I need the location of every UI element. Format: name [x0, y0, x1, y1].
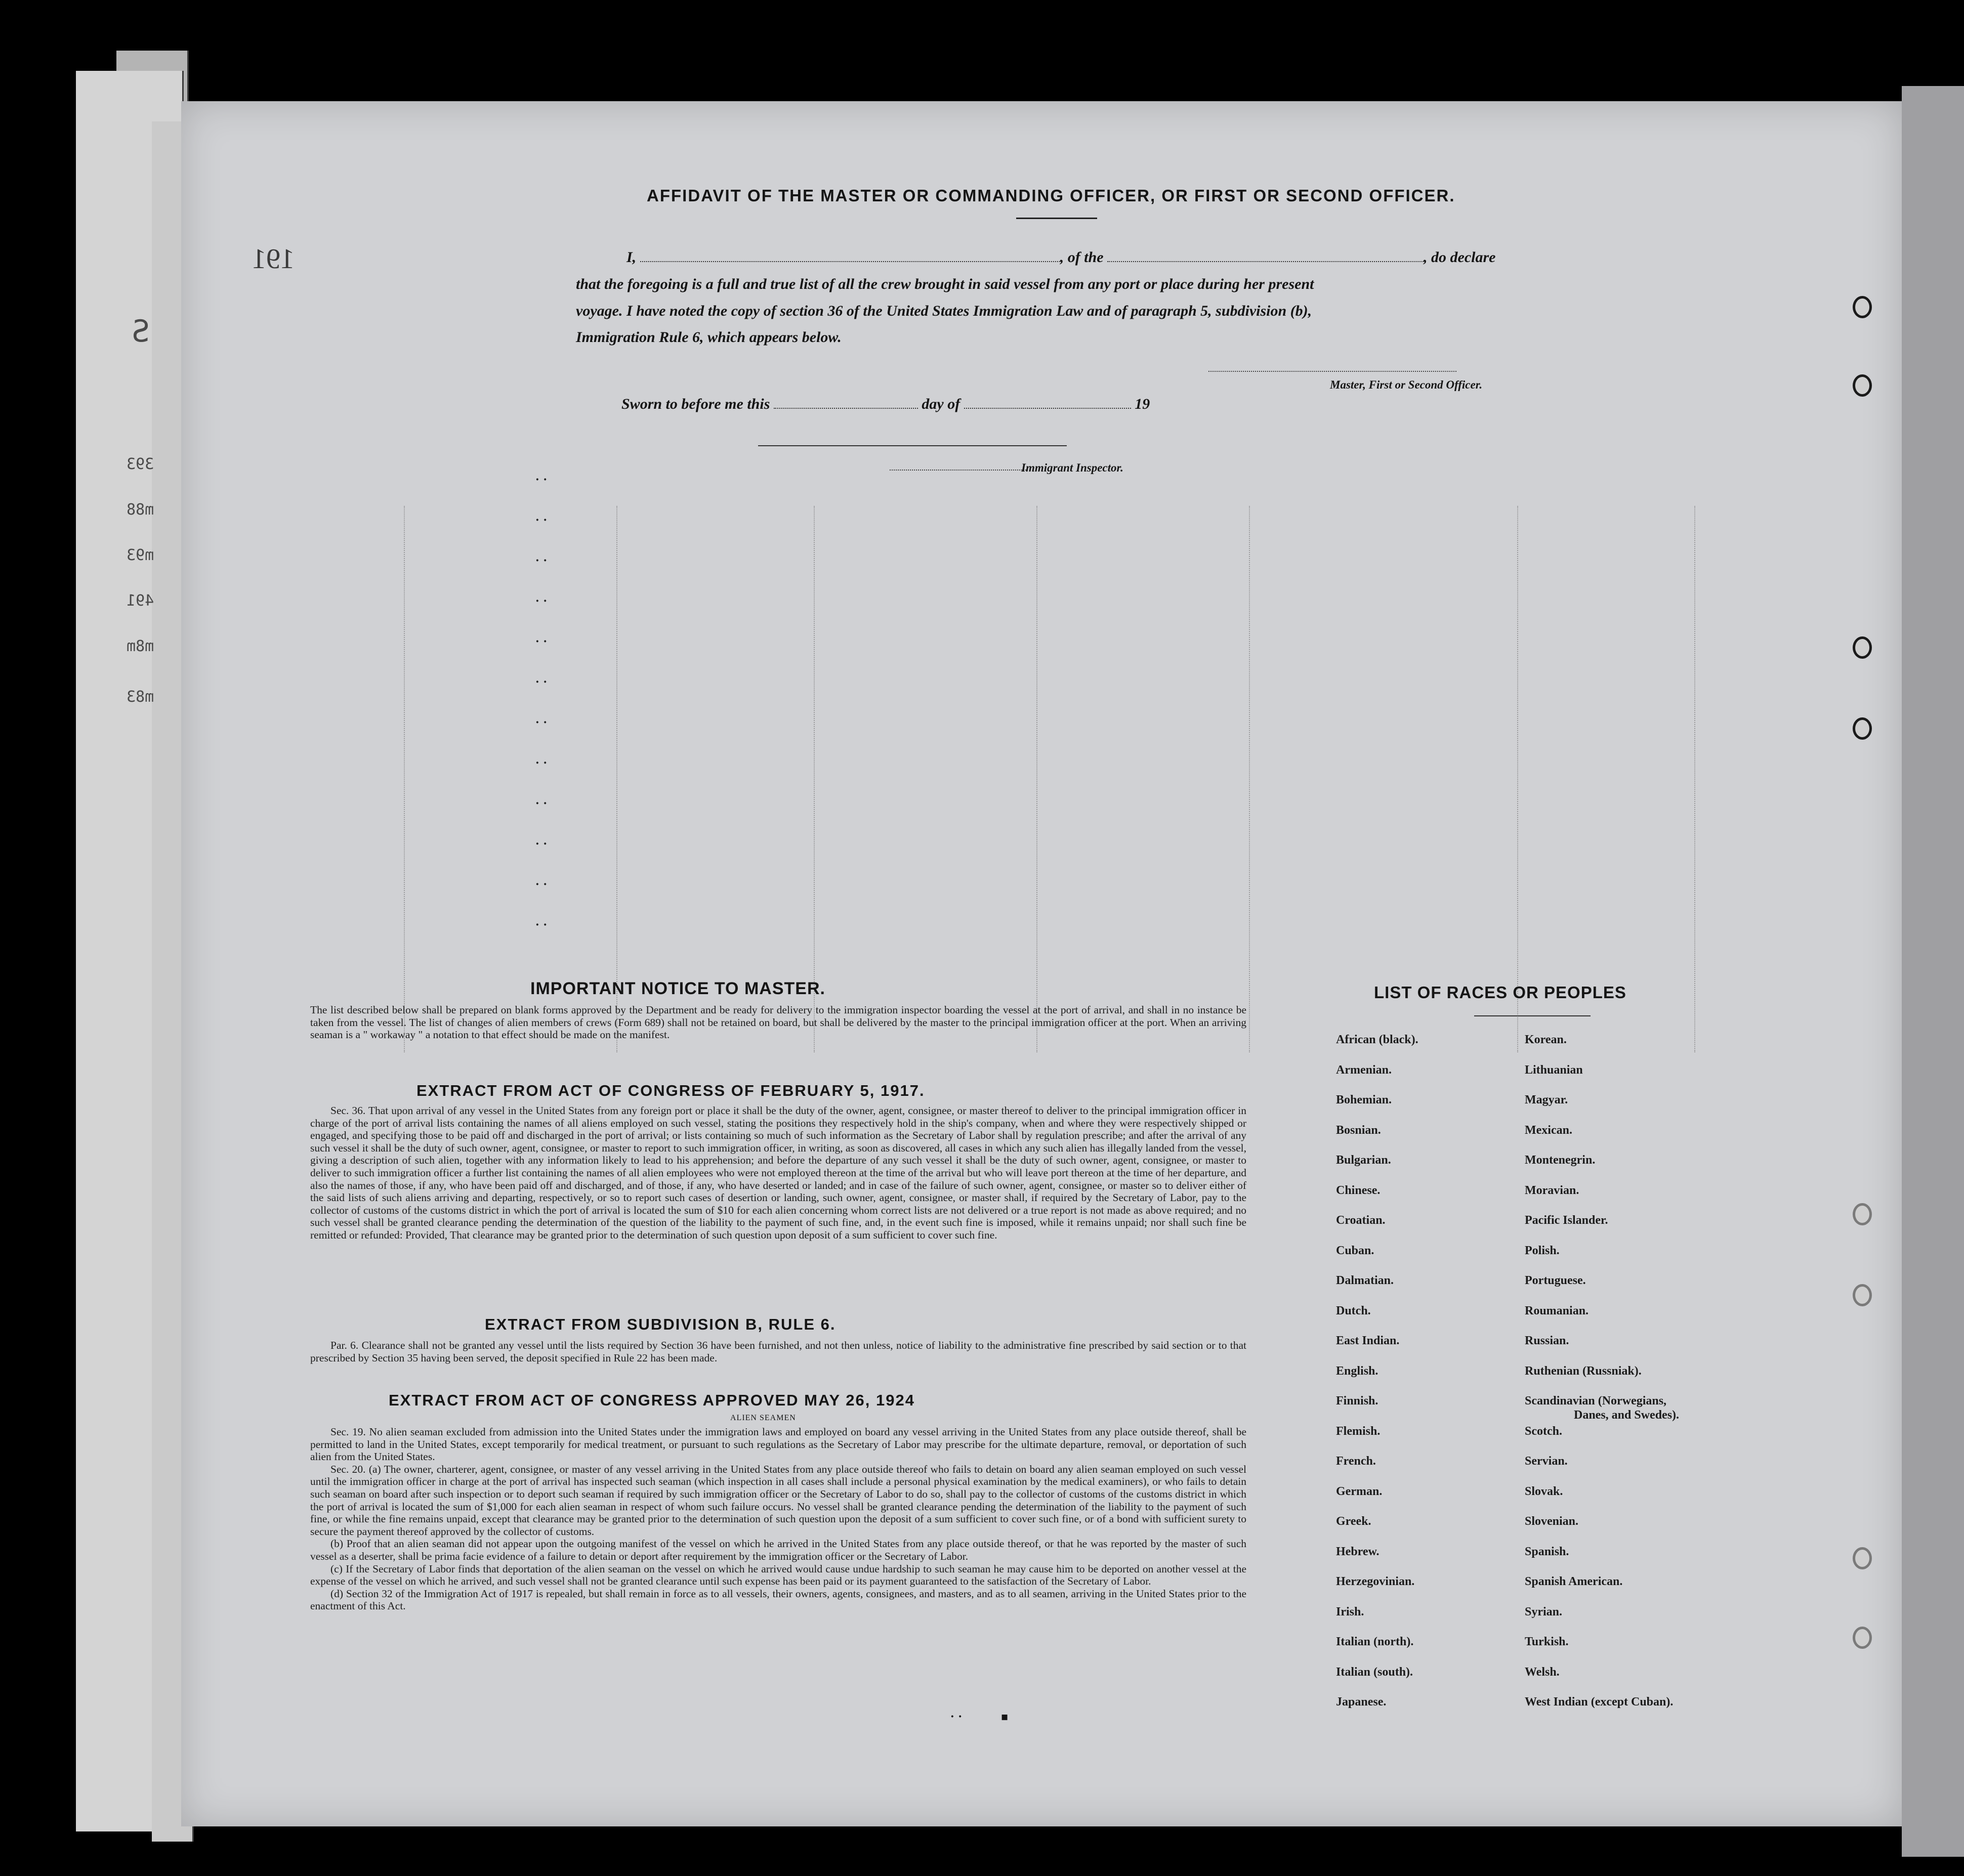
race-item: Magyar. [1525, 1093, 1568, 1106]
sec-19-text: Sec. 19. No alien seaman excluded from admission into the United States under the immigration laws and employed on board any vessel arriving in the United States from any place outside thereof, shall be permitted to land in the United States, except temporarily for medical treatment, or pursuant to such regulations as the Secretary of Labor may prescribe for the ultimate departure, removal, or deportation of such alien from the United States. [310, 1426, 1246, 1463]
column-rule [1036, 506, 1037, 1052]
sworn-line [621, 396, 1150, 413]
race-item: Cuban. [1336, 1244, 1374, 1257]
race-item: Herzegovinian. [1336, 1575, 1415, 1588]
stray-mark: · · ▪ [950, 1710, 1009, 1723]
race-item: German. [1336, 1484, 1383, 1498]
par-6-text: Par. 6. Clearance shall not be granted any vessel until the lists required by Section 36 have been furnished, and not then unless, notice of liability to the administrative fine prescribed by said section or to that prescribed by Section 35 having been served, the deposit specified in Rule 22 has been made. [310, 1339, 1246, 1364]
ditto-mark: · · [535, 675, 547, 689]
binder-hole [1853, 1284, 1872, 1306]
column-rule [1249, 506, 1250, 1052]
column-rule [404, 506, 405, 1052]
ditto-mark: · · [535, 594, 547, 608]
race-item: Slovak. [1525, 1484, 1563, 1498]
race-item: Portuguese. [1525, 1274, 1586, 1287]
race-item: Moravian. [1525, 1183, 1579, 1197]
crew-list-back-page [181, 101, 1902, 1826]
edge-note: m93 [127, 546, 154, 564]
ditto-mark: · · [535, 635, 547, 648]
ditto-mark: · · [535, 837, 547, 850]
do-declare-label: , do declare [1424, 249, 1496, 266]
of-the-label: , of the [1060, 249, 1104, 266]
binder-hole [1853, 1547, 1872, 1569]
right-edge-strip [1902, 86, 1964, 1857]
races-title: LIST OF RACES OR PEOPLES [1374, 983, 1626, 1002]
race-item: Greek. [1336, 1515, 1371, 1528]
declarant-name-field[interactable] [640, 261, 1060, 262]
sec-20b-text: (b) Proof that an alien seaman did not appear upon the outgoing manifest of the vessel on which he arrived in the United States from any place outside thereof, or that he was reported by the master of such vessel as a deserter, shall be prima facie evidence of a failure to detain or deport after requirement by the immigration officer or the Secretary of Labor. [310, 1538, 1246, 1562]
binder-hole [1853, 374, 1872, 397]
ditto-mark: · · [535, 797, 547, 810]
extract-1924-text [310, 1426, 1246, 1612]
day-of-label: day of [922, 396, 960, 412]
race-item: East Indian. [1336, 1334, 1400, 1347]
race-item: Bulgarian. [1336, 1154, 1391, 1167]
extract-1917-text [310, 1104, 1246, 1242]
binder-hole [1853, 717, 1872, 740]
column-rule [1694, 506, 1695, 1052]
extract-1924-title: EXTRACT FROM ACT OF CONGRESS APPROVED MAY 26, 1924 [389, 1391, 915, 1409]
race-item: Dutch. [1336, 1304, 1371, 1317]
edge-note: m88 [127, 501, 154, 519]
sec-20d-text: (d) Section 32 of the Immigration Act of 1917 is repealed, but shall remain in force as to all vessels, their owners, agents, consignees, and masters, and as to all seamen, arriving in the United States prior to the enactment of this Act. [310, 1587, 1246, 1612]
sworn-month-field[interactable] [964, 408, 1131, 409]
race-item: Scandinavian (Norwegians, [1525, 1394, 1667, 1408]
edge-note: S [132, 314, 150, 349]
race-item: Pacific Islander. [1525, 1214, 1608, 1227]
affidavit-line-2: that the foregoing is a full and true list of all the crew brought in said vessel from any port or place during her present [576, 276, 1314, 292]
race-item: English. [1336, 1364, 1378, 1378]
edge-note: 491 [127, 592, 154, 610]
race-item: Irish. [1336, 1605, 1364, 1618]
sec-20c-text: (c) If the Secretary of Labor finds that deportation of the alien seaman on the vessel on which he arrived would cause undue hardship to such seaman he may cause him to be deported on another vessel at the expense of the vessel on which he arrived, and such vessel shall not be granted clearance until such expense has been paid or its payment guaranteed to the satisfaction of the Secretary of Labor. [310, 1562, 1246, 1588]
race-item: Italian (north). [1336, 1635, 1414, 1648]
notice-text: The list described below shall be prepared on blank forms approved by the Department and be ready for delivery to the immigration inspector boarding the vessel at the port of arrival, and shall in no instance be taken from the vessel. The list of changes of alien members of crews (Form 689) shall not be retained on board, but shall be delivered by the master to the principal immigration officer at the port. When an arriving seaman is a " workaway " a notation to that effect should be made on the manifest. [310, 1004, 1246, 1041]
race-item: Turkish. [1525, 1635, 1569, 1648]
sec-36-text: Sec. 36. That upon arrival of any vessel in the United States from any foreign port or place it shall be the duty of the owner, agent, consignee, or master thereof to deliver to the principal immigration officer in charge of the port of arrival lists containing the names of all aliens employed on such vessel, stating the positions they respectively hold in the ship's company, when and where they were respectively shipped or engaged, and specifying those to be paid off and discharged in the port of arrival; or lists containing so much of such information as the Secretary of Labor shall by regulation prescribe; and after the arrival of any such vessel it shall be the duty of such owner, agent, consignee, or master to report to such immigration officer, in writing, as soon as discovered, all cases in which any such alien has illegally landed from the vessel, giving a description of such alien, together with any information likely to lead to his apprehension; and before the departure of any such vessel it shall be the duty of such owner, agent, consignee, or master to deliver to such immigration officer a further list containing the names of all alien employees who were not employed thereon at the time of the arrival but who will leave port thereon at the time of her departure, and also the names of those, if any, who have been paid off and discharged, and of those, if any, who have deserted or landed; and in case of the failure of such owner, agent, consignee, or master so to deliver either of the said lists of such aliens arriving and departing, respectively, or so to report such cases of desertion or landing, such owner, agent, consignee, or master shall, if required by the Secretary of Labor, pay to the collector of customs of the customs district in which the port of arrival is located the sum of $10 for each alien concerning whom correct lists are not delivered or a true report is not made as above required; and no such vessel shall be granted clearance pending the determination of the question of the liability to the payment of such fine, and, in the event such fine is imposed, while it remains unpaid; nor shall such fine be remitted or refunded: Provided, That clearance may be granted prior to the determination of such question upon deposit of a sum sufficient to cover such fine. [310, 1104, 1246, 1241]
race-item: Korean. [1525, 1033, 1567, 1046]
race-item: Russian. [1525, 1334, 1569, 1347]
i-label: I, [626, 249, 637, 266]
column-rule [814, 506, 815, 1052]
extract-rule6-title: EXTRACT FROM SUBDIVISION B, RULE 6. [485, 1315, 836, 1333]
race-item: Servian. [1525, 1455, 1568, 1468]
race-item: Spanish American. [1525, 1575, 1623, 1588]
affidavit-line-4: Immigration Rule 6, which appears below. [576, 329, 842, 346]
race-item: Lithuanian [1525, 1063, 1583, 1077]
extract-rule6-text [310, 1339, 1246, 1364]
ditto-mark: · · [535, 554, 547, 567]
race-item: Scotch. [1525, 1424, 1562, 1438]
race-item: Mexican. [1525, 1123, 1572, 1137]
race-item: Finnish. [1336, 1394, 1378, 1408]
sworn-label: Sworn to before me this [621, 396, 770, 412]
signature-caption: Master, First or Second Officer. [1330, 378, 1483, 391]
inspector-dotted-line [890, 470, 1026, 471]
binder-hole [1853, 1627, 1872, 1649]
edge-note: m8m [127, 637, 154, 655]
race-item: Slovenian. [1525, 1515, 1579, 1528]
affidavit-line-1 [626, 249, 1495, 266]
race-item: Italian (south). [1336, 1665, 1413, 1679]
ditto-mark: · · [535, 716, 547, 729]
ditto-mark: · · [535, 473, 547, 486]
edge-note: m83 [127, 688, 154, 706]
race-item: Ruthenian (Russniak). [1525, 1364, 1642, 1378]
alien-seamen-subtitle: ALIEN SEAMEN [730, 1414, 796, 1422]
race-item: Spanish. [1525, 1545, 1569, 1558]
ditto-mark: · · [535, 514, 547, 527]
signature-line [1208, 371, 1456, 372]
column-rule [1517, 506, 1518, 1052]
race-item: Bohemian. [1336, 1093, 1392, 1106]
race-item: Flemish. [1336, 1424, 1381, 1438]
race-item: Welsh. [1525, 1665, 1560, 1679]
extract-1917-title: EXTRACT FROM ACT OF CONGRESS OF FEBRUARY 5, 1917. [416, 1082, 925, 1099]
binder-hole [1853, 296, 1872, 318]
race-item: Dalmatian. [1336, 1274, 1394, 1287]
inspector-signature-line [758, 445, 1067, 446]
notice-title: IMPORTANT NOTICE TO MASTER. [530, 979, 825, 998]
ditto-mark: · · [535, 918, 547, 931]
ditto-mark: · · [535, 878, 547, 891]
race-item: Armenian. [1336, 1063, 1392, 1077]
race-item: Croatian. [1336, 1214, 1386, 1227]
title-rule [1016, 218, 1097, 219]
binder-hole [1853, 1203, 1872, 1225]
race-item: Bosnian. [1336, 1123, 1381, 1137]
race-item: African (black). [1336, 1033, 1418, 1046]
binder-hole [1853, 636, 1872, 659]
race-item: Polish. [1525, 1244, 1560, 1257]
race-item: Chinese. [1336, 1183, 1381, 1197]
races-rule [1474, 1015, 1591, 1016]
sworn-day-field[interactable] [774, 408, 918, 409]
column-rule [616, 506, 617, 1052]
race-item: French. [1336, 1455, 1376, 1468]
edge-note: 393 [127, 455, 154, 473]
race-item: Japanese. [1336, 1695, 1387, 1709]
race-item: Roumanian. [1525, 1304, 1589, 1317]
ditto-mark: · · [535, 756, 547, 770]
race-item: West Indian (except Cuban). [1525, 1695, 1674, 1709]
inspector-caption: Immigrant Inspector. [1021, 461, 1123, 474]
vessel-name-field[interactable] [1107, 261, 1424, 262]
year-prefix: 19 [1135, 396, 1150, 412]
race-item: Hebrew. [1336, 1545, 1380, 1558]
sec-20a-text: Sec. 20. (a) The owner, charterer, agent, consignee, or master of any vessel arriving in the United States from any place outside thereof who fails to detain on board any alien seaman employed on such vessel until the immigration officer in charge at the port of arrival has inspected such seaman (which inspection in all cases shall include a personal physical examination by the medical examiners), or who fails to detain such seaman on board after such inspection or to deport such seaman if required by such immigration officer or the Secretary of Labor to do so, shall pay to the collector of customs of the customs district in which the port of arrival is located the sum of $1,000 for each alien seaman in respect of whom such failure occurs. No vessel shall be granted clearance pending the determination of the liability to the payment of such fine, or while the fine remains unpaid, except that clearance may be granted prior to the determination of such question upon the deposit of a sum sufficient to cover such fine, or of a bond with sufficient surety to secure the payment thereof approved by the collector of customs. [310, 1463, 1246, 1538]
page-number: 191 [252, 243, 295, 275]
race-item: Montenegrin. [1525, 1154, 1596, 1167]
race-item: Danes, and Swedes). [1574, 1409, 1680, 1422]
affidavit-line-3: voyage. I have noted the copy of section 36 of the United States Immigration Law and of paragraph 5, subdivision (b), [576, 303, 1312, 319]
race-item: Syrian. [1525, 1605, 1563, 1618]
affidavit-title: AFFIDAVIT OF THE MASTER OR COMMANDING OFFICER, OR FIRST OR SECOND OFFICER. [647, 186, 1455, 205]
